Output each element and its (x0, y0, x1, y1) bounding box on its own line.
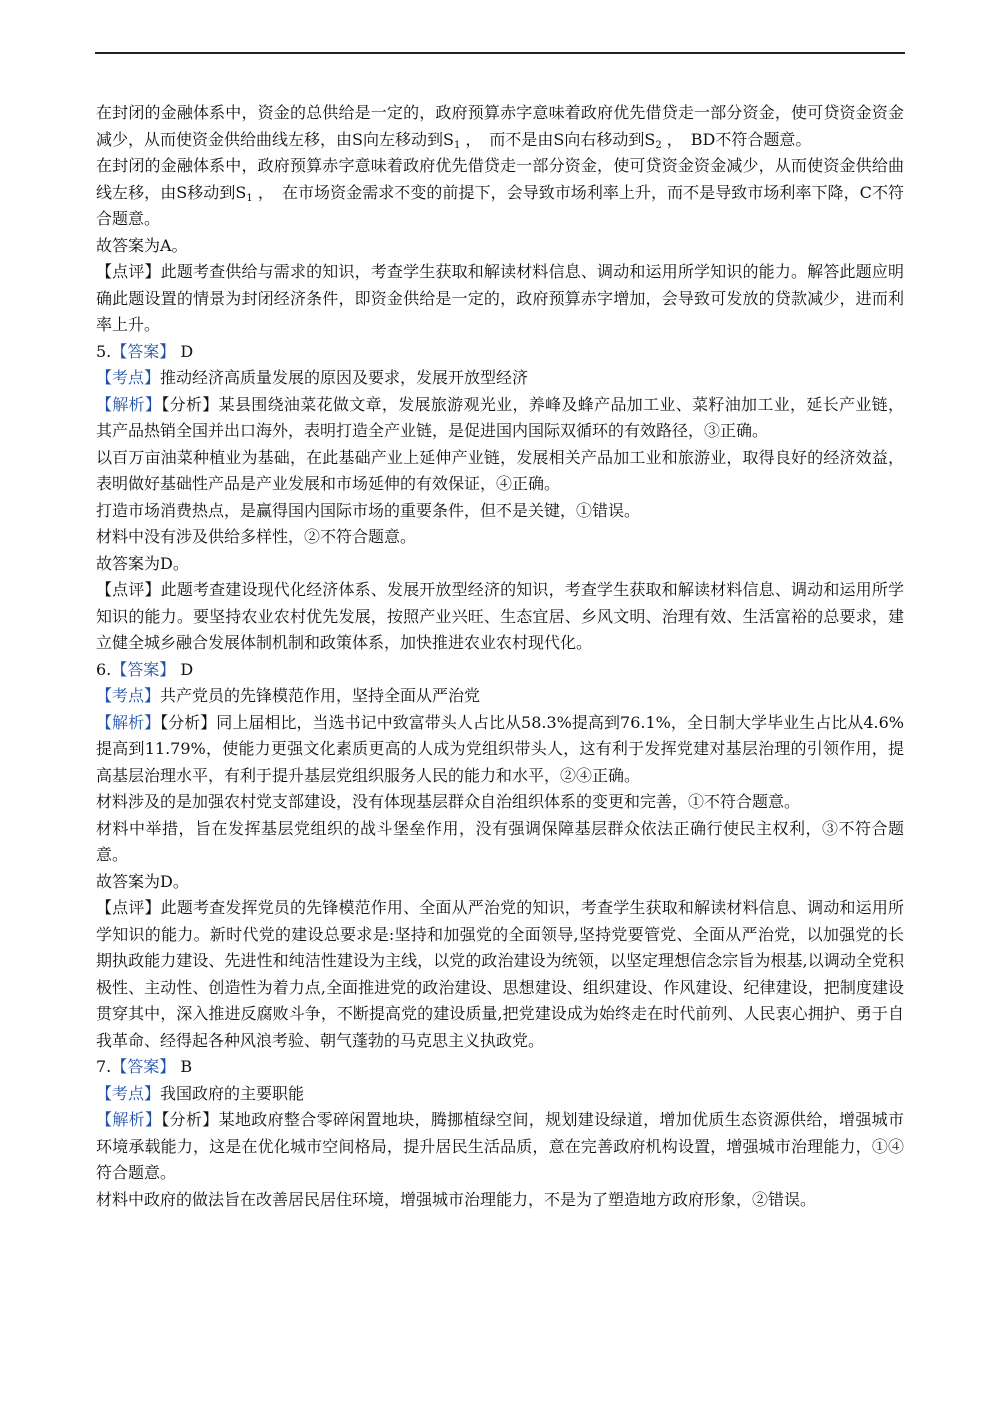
section-tag: 【答案】 (111, 659, 176, 679)
section-tag: 【解析】 (96, 1110, 162, 1129)
text-run: 故答案为A。 (96, 235, 188, 255)
text-run: ， BD不符合题意。 (661, 129, 812, 149)
paragraph (96, 1107, 904, 1187)
section-tag: 【考点】 (96, 368, 161, 387)
paragraph (96, 259, 904, 339)
subscript: 1 (246, 192, 253, 204)
paragraph (96, 392, 904, 445)
paragraph (96, 551, 904, 578)
section-tag: 【答案】 (111, 1057, 176, 1076)
subscript: 2 (655, 139, 662, 151)
text-run: 材料中政府的做法旨在改善居民居住环境，增强城市治理能力，不是为了塑造地方政府形象，②错误。 (96, 1189, 817, 1209)
paragraph (96, 1187, 904, 1214)
text-run: D (175, 659, 194, 679)
text-run: 【分析】某县围绕油菜花做文章，发展旅游观光业，养峰及蜂产品加工业、菜籽油加工业，延长产业链，其产品热销全国并出口海外，表明打造全产业链，是促进国内国际双循环的有效路径，③正确。 (96, 394, 904, 440)
paragraph (96, 498, 904, 525)
paragraph (96, 153, 904, 233)
paragraph (96, 1081, 904, 1108)
text-run: 故答案为D。 (96, 871, 189, 891)
text-run: D (175, 341, 194, 361)
text-run: 我国政府的主要职能 (160, 1083, 305, 1103)
section-tag: 【考点】 (96, 1083, 161, 1103)
text-run: 打造市场消费热点，是赢得国内国际市场的重要条件，但不是关键，①错误。 (96, 500, 641, 520)
text-run: 【点评】此题考查建设现代化经济体系、发展开放型经济的知识，考查学生获取和解读材料信息、调动和运用所学知识的能力。要坚持农业农村优先发展，按照产业兴旺、生态宜居、乡风文明、治理有效、生活富裕的总要求，建立健全城乡融合发展体制机制和政策体系，加快推进农业农村现代化。 (96, 580, 904, 652)
paragraph (96, 577, 904, 657)
paragraph (96, 789, 904, 816)
header-rule (95, 52, 905, 54)
paragraph (96, 895, 904, 1054)
text-run: ， 而不是由S向右移动到S (460, 129, 656, 149)
text-run: 【分析】同上届相比，当选书记中致富带头人占比从58.3%提高到76.1%，全日制大学毕业生占比从4.6%提高到11.79%，使能力更强文化素质更高的人成为党组织带头人，这有利于发挥党建对基层治理的引领作用，提高基层治理水平，有利于提升基层党组织服务人民的能力和水平，②④正确。 (96, 712, 904, 785)
text-run: 【分析】某地政府整合零碎闲置地块，腾挪植绿空间，规划建设绿道，增加优质生态资源供给，增强城市环境承载能力，这是在优化城市空间格局，提升居民生活品质，意在完善政府机构设置，增强城市治理能力，①④符合题意。 (96, 1110, 904, 1182)
text-run: 材料涉及的是加强农村党支部建设，没有体现基层群众自治组织体系的变更和完善，①不符合题意。 (96, 792, 801, 811)
paragraph (96, 445, 904, 498)
paragraph (96, 365, 904, 392)
text-run: 5. (96, 341, 112, 361)
text-run: 7. (96, 1057, 112, 1076)
text-run: 在封闭的金融体系中，政府预算赤字意味着政府优先借贷走一部分资金，使可贷资金资金减少，从而使资金供给曲线左移，由S移动到S (96, 156, 904, 202)
section-tag: 【考点】 (96, 686, 161, 705)
text-run: 在封闭的金融体系中，资金的总供给是一定的，政府预算赤字意味着政府优先借贷走一部分资金，使可贷资金资金减少，从而使资金供给曲线左移，由S向左移动到S (96, 103, 904, 149)
paragraph (96, 657, 904, 684)
text-run: 推动经济高质量发展的原因及要求，发展开放型经济 (160, 368, 529, 387)
text-run: 以百万亩油菜种植业为基础，在此基础产业上延伸产业链，发展相关产品加工业和旅游业，取得良好的经济效益，表明做好基础性产品是产业发展和市场延伸的有效保证，④正确。 (96, 447, 904, 493)
paragraph (96, 816, 904, 869)
paragraph (96, 869, 904, 896)
section-tag: 【解析】 (96, 712, 161, 732)
text-run: 【点评】此题考查发挥党员的先锋模范作用、全面从严治党的知识，考查学生获取和解读材料信息、调动和运用所学知识的能力。新时代党的建设总要求是:坚持和加强党的全面领导,坚持党要管党、全面从严治党，以加强党的长期执政能力建设、先进性和纯洁性建设为主线，以党的政治建设为统领，以坚定理想信念宗旨为根基,以调动全党积极性、主动性、创造性为着力点,全面推进党的政治建设、思想建设、组织建设、作风建设、纪律建设，把制度建设贯穿其中，深入推进反腐败斗争，不断提高党的建设质量,把党建设成为始终走在时代前列、人民衷心拥护、勇于自我革命、经得起各种风浪考验、朝气蓬勃的马克思主义执政党。 (96, 898, 904, 1050)
text-run: B (175, 1057, 193, 1076)
paragraph (96, 1054, 904, 1081)
section-tag: 【解析】 (96, 394, 162, 414)
subscript: 1 (453, 139, 461, 151)
paragraph (96, 710, 904, 790)
text-run: 共产党员的先锋模范作用，坚持全面从严治党 (160, 686, 481, 705)
paragraph (96, 524, 904, 551)
text-run: 6. (96, 659, 112, 679)
text-run: ， 在市场资金需求不变的前提下，会导致市场利率上升，而不是导致市场利率下降，C不符合题意。 (96, 182, 904, 228)
document-body (96, 100, 904, 1213)
paragraph (96, 339, 904, 366)
paragraph (96, 100, 904, 153)
paragraph (96, 683, 904, 710)
section-tag: 【答案】 (111, 341, 176, 361)
text-run: 【点评】此题考查供给与需求的知识，考查学生获取和解读材料信息、调动和运用所学知识的能力。解答此题应明确此题设置的情景为封闭经济条件，即资金供给是一定的，政府预算赤字增加，会导致可发放的贷款减少，进而利率上升。 (96, 262, 904, 334)
text-run: 材料中没有涉及供给多样性，②不符合题意。 (96, 527, 417, 546)
text-run: 材料中举措，旨在发挥基层党组织的战斗堡垒作用，没有强调保障基层群众依法正确行使民主权利，③不符合题意。 (96, 818, 904, 864)
paragraph (96, 233, 904, 260)
text-run: 故答案为D。 (96, 553, 189, 573)
